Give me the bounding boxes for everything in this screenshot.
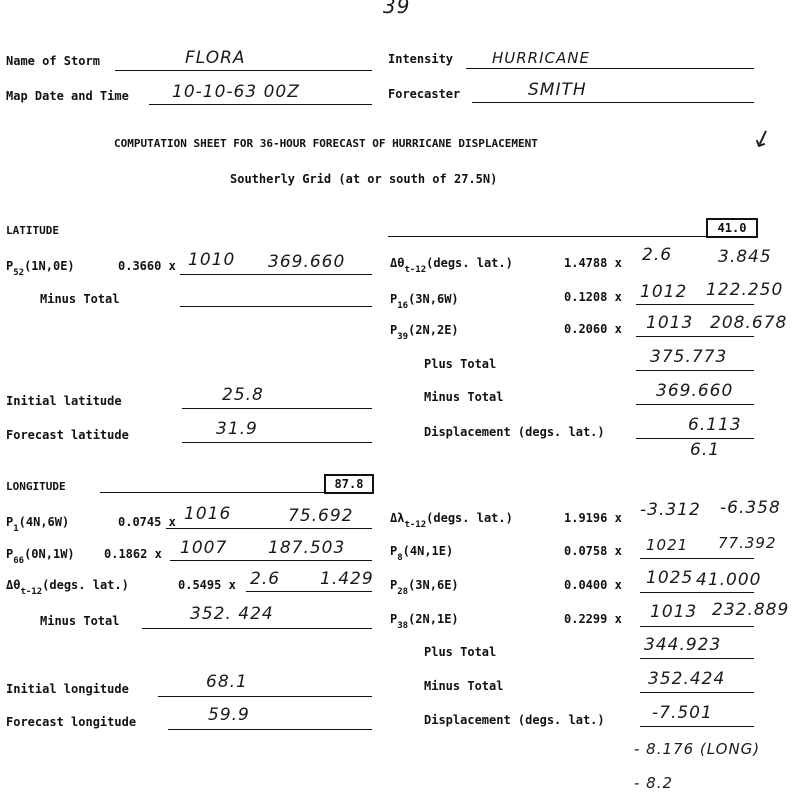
lat-dtheta-product: 3.845 (718, 247, 772, 267)
p16-pressure: 1012 (640, 282, 688, 302)
p39-coefficient: 0.2060 x (564, 322, 622, 336)
lon-plus-total-value: 344.923 (644, 635, 722, 655)
initial-latitude-value: 25.8 (222, 385, 264, 405)
p39-pressure: 1013 (646, 313, 694, 333)
storm-name-value: FLORA (185, 48, 246, 68)
p52-line (180, 274, 372, 275)
lat-dtheta-coefficient: 1.4788 x (564, 256, 622, 270)
lat-plus-total-label: Plus Total (424, 357, 497, 371)
lat-dtheta-value: 2.6 (642, 245, 673, 265)
latitude-heading-line (388, 236, 706, 237)
forecaster-label: Forecaster (388, 87, 461, 101)
dlambda-label: $\Delta\lambda_{t-12}(degs$. lat.) (390, 511, 513, 530)
lon-minus-total-line (142, 628, 372, 629)
lat-displacement-line (636, 438, 754, 439)
p8-coefficient: 0.0758 x (564, 544, 622, 558)
lon-dtheta-line (246, 591, 372, 592)
p28-label: $P_{28}(3N,6E)$ (390, 578, 459, 597)
forecast-longitude-label: Forecast longitude (6, 715, 137, 729)
longitude-heading-line (100, 492, 324, 493)
p16-product: 122.250 (706, 280, 784, 300)
intensity-line (466, 68, 754, 69)
initial-latitude-line (182, 408, 372, 409)
map-date-value: 10-10-63 00Z (172, 82, 300, 102)
p16-coefficient: 0.1208 x (564, 290, 622, 304)
p1-product: 75.692 (288, 506, 354, 526)
lat-dtheta-label: $\Delta\theta_{t-12}(degs$. lat.) (390, 256, 513, 275)
p38-coefficient: 0.2299 x (564, 612, 622, 626)
p66-pressure: 1007 (180, 538, 228, 558)
lon-dtheta-value: 2.6 (250, 569, 281, 589)
p38-pressure: 1013 (650, 602, 698, 622)
lon-displacement-rounded: - 8.2 (634, 774, 674, 792)
longitude-box: 87.8 (324, 474, 374, 494)
p28-product: 41.000 (696, 570, 762, 590)
p66-line (170, 560, 372, 561)
p28-pressure: 1025 (646, 568, 694, 588)
intensity-label: Intensity (388, 52, 454, 66)
initial-longitude-label: Initial longitude (6, 682, 129, 696)
storm-name-line (115, 70, 372, 71)
map-date-line (149, 104, 372, 105)
dlambda-product: -6.358 (720, 498, 781, 518)
p8-label: $P_8(4N,1E)$ (390, 544, 454, 563)
initial-longitude-line (158, 696, 372, 697)
map-date-label: Map Date and Time (6, 89, 129, 103)
p8-product: 77.392 (718, 534, 777, 552)
lon-plus-total-label: Plus Total (424, 645, 497, 659)
lon-displacement-line (640, 726, 754, 727)
lon-displacement-note: - 8.176 (LONG) (634, 740, 761, 758)
p52-label: $P_{52}(1N,0E)$ (6, 259, 75, 278)
p28-line (640, 592, 754, 593)
p38-label: $P_{38}(2N,1E)$ (390, 612, 459, 631)
latitude-heading: LATITUDE (6, 224, 59, 237)
p16-label: $P_{16}(3N,6W)$ (390, 292, 459, 311)
lon-minus-total2-label: Minus Total (424, 679, 504, 693)
lat-minus-total2-line (636, 404, 754, 405)
lon-dtheta-label: $\Delta\theta_{t-12}(degs$. lat.) (6, 578, 129, 597)
lat-minus-total2-value: 369.660 (656, 381, 734, 401)
p66-coefficient: 0.1862 x (104, 547, 162, 561)
intensity-value: HURRICANE (492, 49, 590, 67)
forecast-latitude-line (182, 442, 372, 443)
lon-displacement-value: -7.501 (652, 703, 713, 723)
p39-product: 208.678 (710, 313, 788, 333)
lon-minus-total2-line (640, 692, 754, 693)
lon-displacement-label: Displacement (degs. lat.) (424, 713, 605, 727)
p39-line (636, 336, 754, 337)
lat-plus-total-value: 375.773 (650, 347, 728, 367)
page-number: 39 (383, 0, 411, 18)
initial-latitude-label: Initial latitude (6, 394, 122, 408)
dlambda-coefficient: 1.9196 x (564, 511, 622, 525)
lat-plus-total-line (636, 370, 754, 371)
p16-line (636, 304, 754, 305)
p52-coefficient: 0.3660 x (118, 259, 176, 273)
storm-name-label: Name of Storm (6, 54, 100, 68)
lat-displacement-label: Displacement (degs. lat.) (424, 425, 605, 439)
p52-pressure: 1010 (188, 250, 236, 270)
p8-pressure: 1021 (646, 536, 689, 554)
sheet-title: COMPUTATION SHEET FOR 36-HOUR FORECAST OF HURRICANE DISPLACEMENT (114, 137, 538, 150)
sheet-subtitle: Southerly Grid (at or south of 27.5N) (230, 172, 498, 186)
p1-label: $P_1(4N,6W)$ (6, 515, 70, 534)
p39-label: $P_{39}(2N,2E)$ (390, 323, 459, 342)
forecast-longitude-value: 59.9 (208, 705, 250, 725)
lat-minus-total-line (180, 306, 372, 307)
lon-dtheta-product: 1.429 (320, 569, 374, 589)
dlambda-value: -3.312 (640, 500, 701, 520)
check-mark: ↙ (747, 121, 777, 155)
p8-line (640, 558, 754, 559)
lat-displacement-value: 6.113 (688, 415, 742, 435)
p38-line (640, 626, 754, 627)
p38-product: 232.889 (712, 600, 790, 620)
p1-pressure: 1016 (184, 504, 232, 524)
forecast-latitude-label: Forecast latitude (6, 428, 129, 442)
lat-minus-total-label: Minus Total (40, 292, 120, 306)
p1-line (166, 528, 372, 529)
latitude-box: 41.0 (706, 218, 758, 238)
lat-minus-total2-label: Minus Total (424, 390, 504, 404)
lon-minus-total-value: 352. 424 (190, 604, 274, 624)
lat-displacement-rounded: 6.1 (690, 440, 721, 460)
p28-coefficient: 0.0400 x (564, 578, 622, 592)
initial-longitude-value: 68.1 (206, 672, 248, 692)
longitude-heading: LONGITUDE (6, 480, 66, 493)
forecaster-value: SMITH (528, 80, 587, 100)
lon-dtheta-coefficient: 0.5495 x (178, 578, 236, 592)
lon-plus-total-line (640, 658, 754, 659)
p1-coefficient: 0.0745 x (118, 515, 176, 529)
p66-label: $P_{66}(0N,1W)$ (6, 547, 75, 566)
forecast-latitude-value: 31.9 (216, 419, 258, 439)
forecaster-line (472, 102, 754, 103)
lon-minus-total-label: Minus Total (40, 614, 120, 628)
p66-product: 187.503 (268, 538, 346, 558)
p52-product: 369.660 (268, 252, 346, 272)
forecast-longitude-line (168, 729, 372, 730)
lon-minus-total2-value: 352.424 (648, 669, 726, 689)
